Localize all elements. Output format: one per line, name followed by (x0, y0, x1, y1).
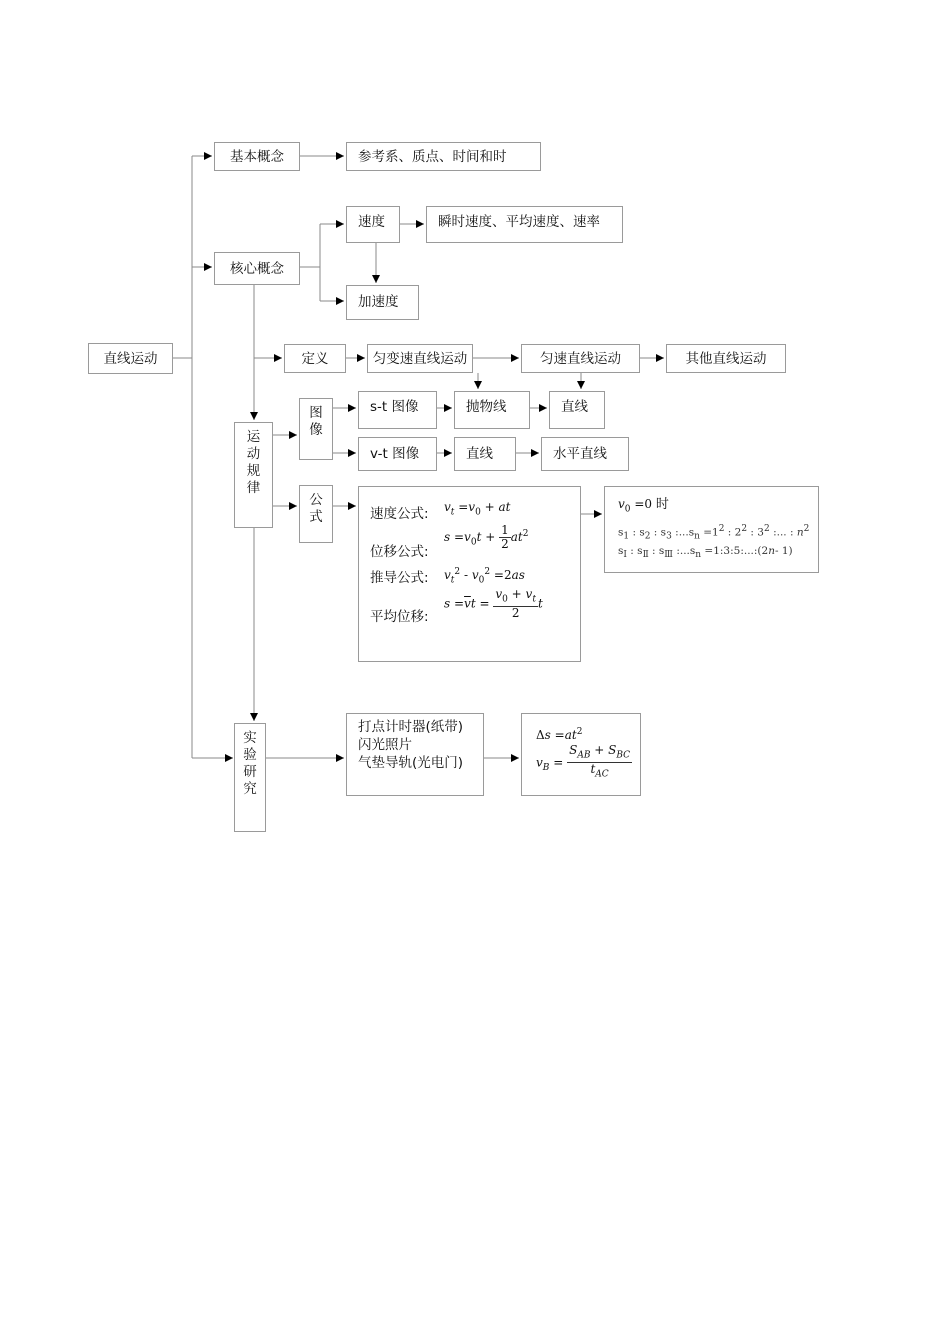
node-horizontal-line: 水平直线 (541, 437, 629, 471)
instant-velocity-formula: $v_B$ = $\frac{S_{AB} + S_{BC}}{t_{AC}}$ (536, 743, 631, 780)
node-uniform-motion: 匀速直线运动 (521, 344, 640, 373)
node-parabola: 抛物线 (454, 391, 530, 429)
method-ticker-timer: 打点计时器(纸带) (358, 719, 464, 735)
v0-zero-condition: $v_0 =0$ 时 (618, 497, 669, 515)
node-graph: 图 像 (299, 398, 333, 460)
node-line-vt: 直线 (454, 437, 516, 471)
node-st-graph: s-t 图像 (358, 391, 437, 429)
node-other-motion: 其他直线运动 (666, 344, 786, 373)
node-experiment: 实 验 研 究 (234, 723, 266, 832)
node-basic-concept: 基本概念 (214, 142, 300, 171)
node-uniform-accel-motion: 匀变速直线运动 (367, 344, 473, 373)
ratio-formula-odd: $s_Ⅰ$ : $s_Ⅱ$ : $s_Ⅲ$ $:...s_n$ =1:3:5:...:(2n- 1) (618, 545, 793, 561)
node-formula: 公 式 (299, 485, 333, 543)
derived-formula-label: 推导公式: (370, 570, 429, 586)
ratio-formula-squares: $s_1$ : $s_2$ : $s_3$ $:...s_n =1^2$ : $2^2$ : $3^2$ :... : $n^2$ (618, 524, 810, 542)
node-velocity: 速度 (346, 206, 400, 243)
node-core-concept: 核心概念 (214, 252, 300, 285)
node-line-st: 直线 (549, 391, 605, 429)
node-velocity-detail: 瞬时速度、平均速度、速率 (426, 206, 623, 243)
node-acceleration: 加速度 (346, 285, 419, 320)
velocity-formula-label: 速度公式: (370, 506, 429, 522)
node-root: 直线运动 (88, 343, 173, 374)
node-experiment-methods (346, 713, 484, 796)
experiment-formula-panel (521, 713, 641, 796)
method-flash-photo: 闪光照片 (358, 737, 412, 753)
node-vt-graph: v-t 图像 (358, 437, 437, 471)
average-displacement-formula: $s =\overline{v}t$ = $\frac{v_0 + v_t}{2}$ t (444, 587, 543, 621)
derived-formula: $v_t^2 - v_0^2 =2as$ (444, 567, 525, 586)
delta-s-formula: $\Delta s =at^2$ (536, 727, 583, 742)
ratio-panel (604, 486, 819, 573)
node-definition: 定义 (284, 344, 346, 373)
node-law-of-motion: 运 动 规 律 (234, 422, 273, 528)
method-air-track: 气垫导轨(光电门) (358, 755, 464, 771)
average-displacement-label: 平均位移: (370, 609, 429, 625)
node-basic-detail: 参考系、质点、时间和时 (346, 142, 541, 171)
displacement-formula-label: 位移公式: (370, 544, 429, 560)
displacement-formula: $s =v_0t$ + $\frac{1}{2}$ $at^2$ (444, 523, 529, 551)
formula-panel (358, 486, 581, 662)
velocity-formula: $v_t =v_0$ + at (444, 500, 511, 518)
